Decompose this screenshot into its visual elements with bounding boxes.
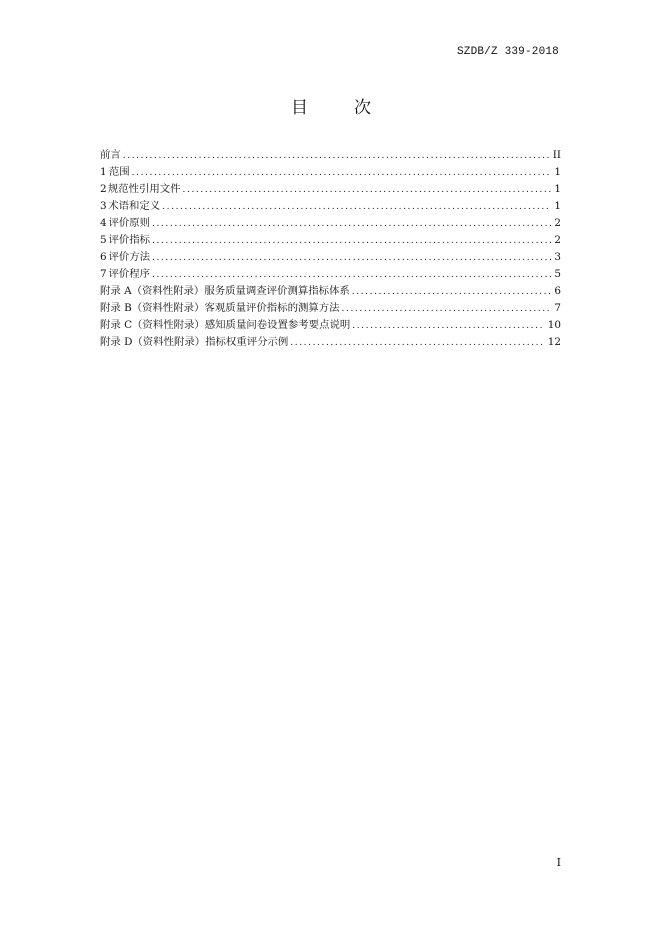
toc-entry-label: 评价指标: [108, 234, 151, 246]
toc-leader-dots: [123, 148, 550, 165]
toc-entry-page: II: [552, 149, 561, 161]
toc-entry-label: 附录 A（资料性附录）服务质量调查评价测算指标体系: [100, 285, 350, 297]
toc-leader-dots: [162, 199, 551, 216]
toc-entry-appendix-d[interactable]: [100, 334, 561, 351]
page-number: I: [556, 856, 561, 869]
toc-entry-number: 3: [100, 200, 107, 212]
toc-entry-label: 范围: [108, 166, 130, 178]
toc-entry-scope[interactable]: [100, 164, 561, 181]
toc-entry-label: 附录 B（资料性附录）客观质量评价指标的测算方法: [100, 302, 340, 314]
toc-entry-evaluation-methods[interactable]: [100, 249, 561, 266]
toc-entry-number: 1: [100, 166, 107, 178]
toc-entry-page: 10: [547, 319, 561, 331]
toc-entry-label: 附录 C（资料性附录）感知质量问卷设置参考要点说明: [100, 319, 351, 331]
toc-entry-label: 规范性引用文件: [107, 183, 181, 195]
toc-entry-number: 6: [100, 251, 107, 263]
toc-leader-dots: [132, 165, 552, 182]
toc-entry-label: 评价原则: [108, 217, 151, 229]
toc-entry-page: 5: [554, 268, 561, 280]
toc-entry-page: 1: [554, 183, 561, 195]
page-title: [0, 93, 662, 118]
table-of-contents: [100, 147, 561, 351]
toc-leader-dots: [290, 335, 544, 352]
toc-entry-label: 附录 D（资料性附录）指标权重评分示例: [100, 336, 289, 348]
toc-leader-dots: [352, 284, 552, 301]
toc-entry-appendix-b[interactable]: [100, 300, 561, 317]
toc-entry-foreword[interactable]: [100, 147, 561, 164]
toc-entry-terms-definitions[interactable]: [100, 198, 561, 215]
toc-entry-page: 2: [554, 217, 561, 229]
toc-entry-page: 3: [554, 251, 561, 263]
toc-entry-page: 6: [554, 285, 561, 297]
toc-entry-appendix-a[interactable]: [100, 283, 561, 300]
toc-entry-page: 2: [554, 234, 561, 246]
toc-entry-evaluation-indicators[interactable]: [100, 232, 561, 249]
toc-entry-number: 2: [100, 183, 107, 195]
toc-entry-number: 5: [100, 234, 107, 246]
toc-entry-label: 术语和定义: [108, 200, 161, 212]
toc-entry-evaluation-principles[interactable]: [100, 215, 561, 232]
toc-leader-dots: [152, 233, 551, 250]
toc-entry-page: 1: [554, 200, 561, 212]
document-code: SZDB/Z 339-2018: [456, 46, 559, 58]
toc-entry-page: 12: [547, 336, 561, 348]
toc-leader-dots: [352, 318, 545, 335]
toc-leader-dots: [342, 301, 552, 318]
page-title-char-1: 目: [291, 98, 308, 118]
toc-leader-dots: [183, 182, 552, 199]
toc-leader-dots: [152, 250, 551, 267]
toc-entry-label: 评价程序: [108, 268, 151, 280]
toc-entry-label: 前言: [100, 149, 121, 161]
toc-entry-page: 1: [554, 166, 561, 178]
toc-entry-number: 7: [100, 268, 107, 280]
toc-leader-dots: [152, 267, 551, 284]
toc-entry-label: 评价方法: [108, 251, 151, 263]
page-title-char-2: 次: [354, 98, 371, 118]
toc-entry-page: 7: [554, 302, 561, 314]
toc-entry-appendix-c[interactable]: [100, 317, 561, 334]
toc-entry-number: 4: [100, 217, 107, 229]
toc-leader-dots: [152, 216, 551, 233]
toc-entry-evaluation-procedure[interactable]: [100, 266, 561, 283]
toc-entry-normative-references[interactable]: [100, 181, 561, 198]
